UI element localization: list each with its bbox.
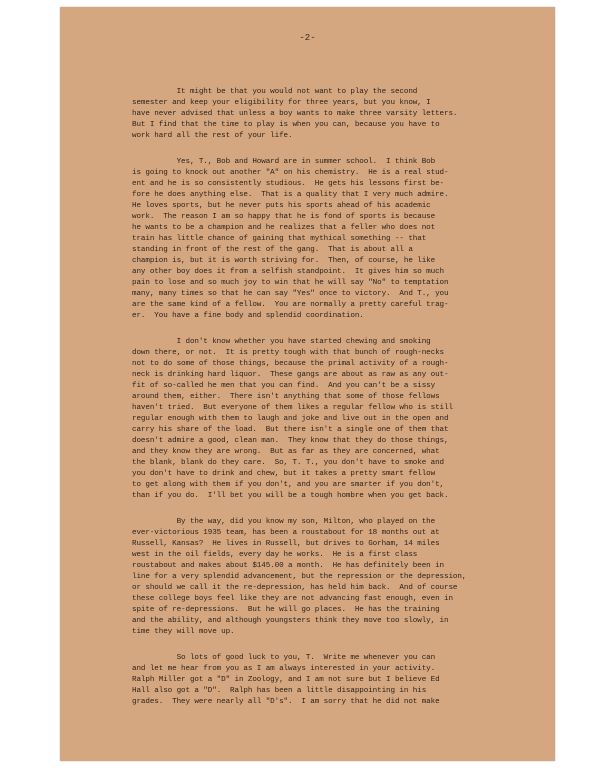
text-line: standing in front of the rest of the gang. That is about all a bbox=[132, 246, 413, 254]
text-line: neck is drinking hard liquor. These gangs are about as raw as any out- bbox=[132, 371, 449, 379]
text-line: regular enough with them to laugh and joke and live out in the open and bbox=[132, 415, 449, 423]
text-line: I don't know whether you have started chewing and smoking bbox=[132, 338, 431, 346]
text-line: Ralph Miller got a "D" in Zoology, and I am not sure but I believe Ed bbox=[132, 676, 440, 684]
text-line: and the ability, and although youngsters think they move too slowly, in bbox=[132, 617, 449, 625]
text-line: fore he does anything else. That is a quality that I very much admire. bbox=[132, 191, 449, 199]
text-line: time they will move up. bbox=[132, 628, 235, 636]
text-line: By the way, did you know my son, Milton, who played on the bbox=[132, 518, 436, 526]
text-line: around them, either. There isn't anything that some of those fellows bbox=[132, 393, 440, 401]
page-number: -2- bbox=[299, 33, 316, 43]
text-line: carry his share of the load. But there isn't a single one of them that bbox=[132, 426, 449, 434]
text-line: west in the oil fields, every day he works. He is a first class bbox=[132, 551, 418, 559]
text-line: not to do some of those things, because the primal activity of a rough- bbox=[132, 360, 449, 368]
text-line: It might be that you would not want to play the second bbox=[132, 88, 418, 96]
text-line: work. The reason I am so happy that he is fond of sports is because bbox=[132, 213, 436, 221]
text-line: any other boy does it from a selfish standpoint. It gives him so much bbox=[132, 268, 444, 276]
text-line: pain to lose and so much joy to win that he will say "No" to temptation bbox=[132, 279, 449, 287]
text-line: and they know they are wrong. But as far as they are concerned, what bbox=[132, 448, 440, 456]
text-line: line for a very splendid advancement, but the repression or the depression, bbox=[132, 573, 467, 581]
paragraph bbox=[132, 157, 534, 322]
paragraph bbox=[132, 337, 534, 502]
text-line: er. You have a fine body and splendid coordination. bbox=[132, 312, 364, 320]
text-line: or should we call it the re-depression, has held him back. And of course bbox=[132, 584, 458, 592]
text-line: doesn't admire a good, clean man. They know that they do those things, bbox=[132, 437, 449, 445]
text-line: spite of re-depressions. But he will go places. He has the training bbox=[132, 606, 440, 614]
text-line: than if you do. I'll bet you will be a tough hombre when you get back. bbox=[132, 492, 449, 500]
paragraph bbox=[132, 653, 534, 708]
paragraph bbox=[132, 517, 534, 638]
letter-body bbox=[132, 87, 534, 723]
text-line: champion is, but it is worth striving for. Then, of course, he like bbox=[132, 257, 436, 265]
text-line: is going to knock out another "A" on his chemistry. He is a real stud- bbox=[132, 169, 449, 177]
text-line: and let me hear from you as I am always interested in your activity. bbox=[132, 665, 436, 673]
text-line: you don't have to drink and chew, but it takes a pretty smart fellow bbox=[132, 470, 436, 478]
letter-page bbox=[60, 7, 555, 761]
text-line: the blank, blank do they care. So, T. T., you don't have to smoke and bbox=[132, 459, 444, 467]
text-line: semester and keep your eligibility for three years, but you know, I bbox=[132, 99, 431, 107]
text-line: He loves sports, but he never puts his sports ahead of his academic bbox=[132, 202, 431, 210]
text-line: fit of so-called he men that you can find. And you can't be a sissy bbox=[132, 382, 436, 390]
text-line: grades. They were nearly all "D's". I am sorry that he did not make bbox=[132, 698, 440, 706]
text-line: Yes, T., Bob and Howard are in summer school. I think Bob bbox=[132, 158, 436, 166]
text-line: train has little chance of gaining that mythical something -- that bbox=[132, 235, 427, 243]
text-line: roustabout and makes about $145.00 a month. He has definitely been in bbox=[132, 562, 444, 570]
text-line: to get along with them if you don't, and you are smarter if you don't, bbox=[132, 481, 444, 489]
text-line: ent and he is so consistently studious. He gets his lessons first be- bbox=[132, 180, 444, 188]
text-line: haven't tried. But everyone of them likes a regular fellow who is still bbox=[132, 404, 453, 412]
text-line: Hall also got a "D". Ralph has been a little disappointing in his bbox=[132, 687, 427, 695]
text-line: are the same kind of a fellow. You are normally a pretty careful trag- bbox=[132, 301, 449, 309]
text-line: ever-victorious 1935 team, has been a roustabout for 18 months out at bbox=[132, 529, 440, 537]
text-line: down there, or not. It is pretty tough with that bunch of rough-necks bbox=[132, 349, 444, 357]
text-line: have never advised that unless a boy wants to make three varsity letters. bbox=[132, 110, 458, 118]
paragraph bbox=[132, 87, 534, 142]
text-line: But I find that the time to play is when you can, because you have to bbox=[132, 121, 440, 129]
text-line: these college boys feel like they are not advancing fast enough, even in bbox=[132, 595, 453, 603]
text-line: he wants to be a champion and he realizes that a feller who does not bbox=[132, 224, 436, 232]
text-line: So lots of good luck to you, T. Write me whenever you can bbox=[132, 654, 436, 662]
text-line: Russell, Kansas? He lives in Russell, but drives to Gorham, 14 miles bbox=[132, 540, 440, 548]
text-line: work hard all the rest of your life. bbox=[132, 132, 293, 140]
text-line: many, many times so that he can say "Yes" once to victory. And T., you bbox=[132, 290, 449, 298]
